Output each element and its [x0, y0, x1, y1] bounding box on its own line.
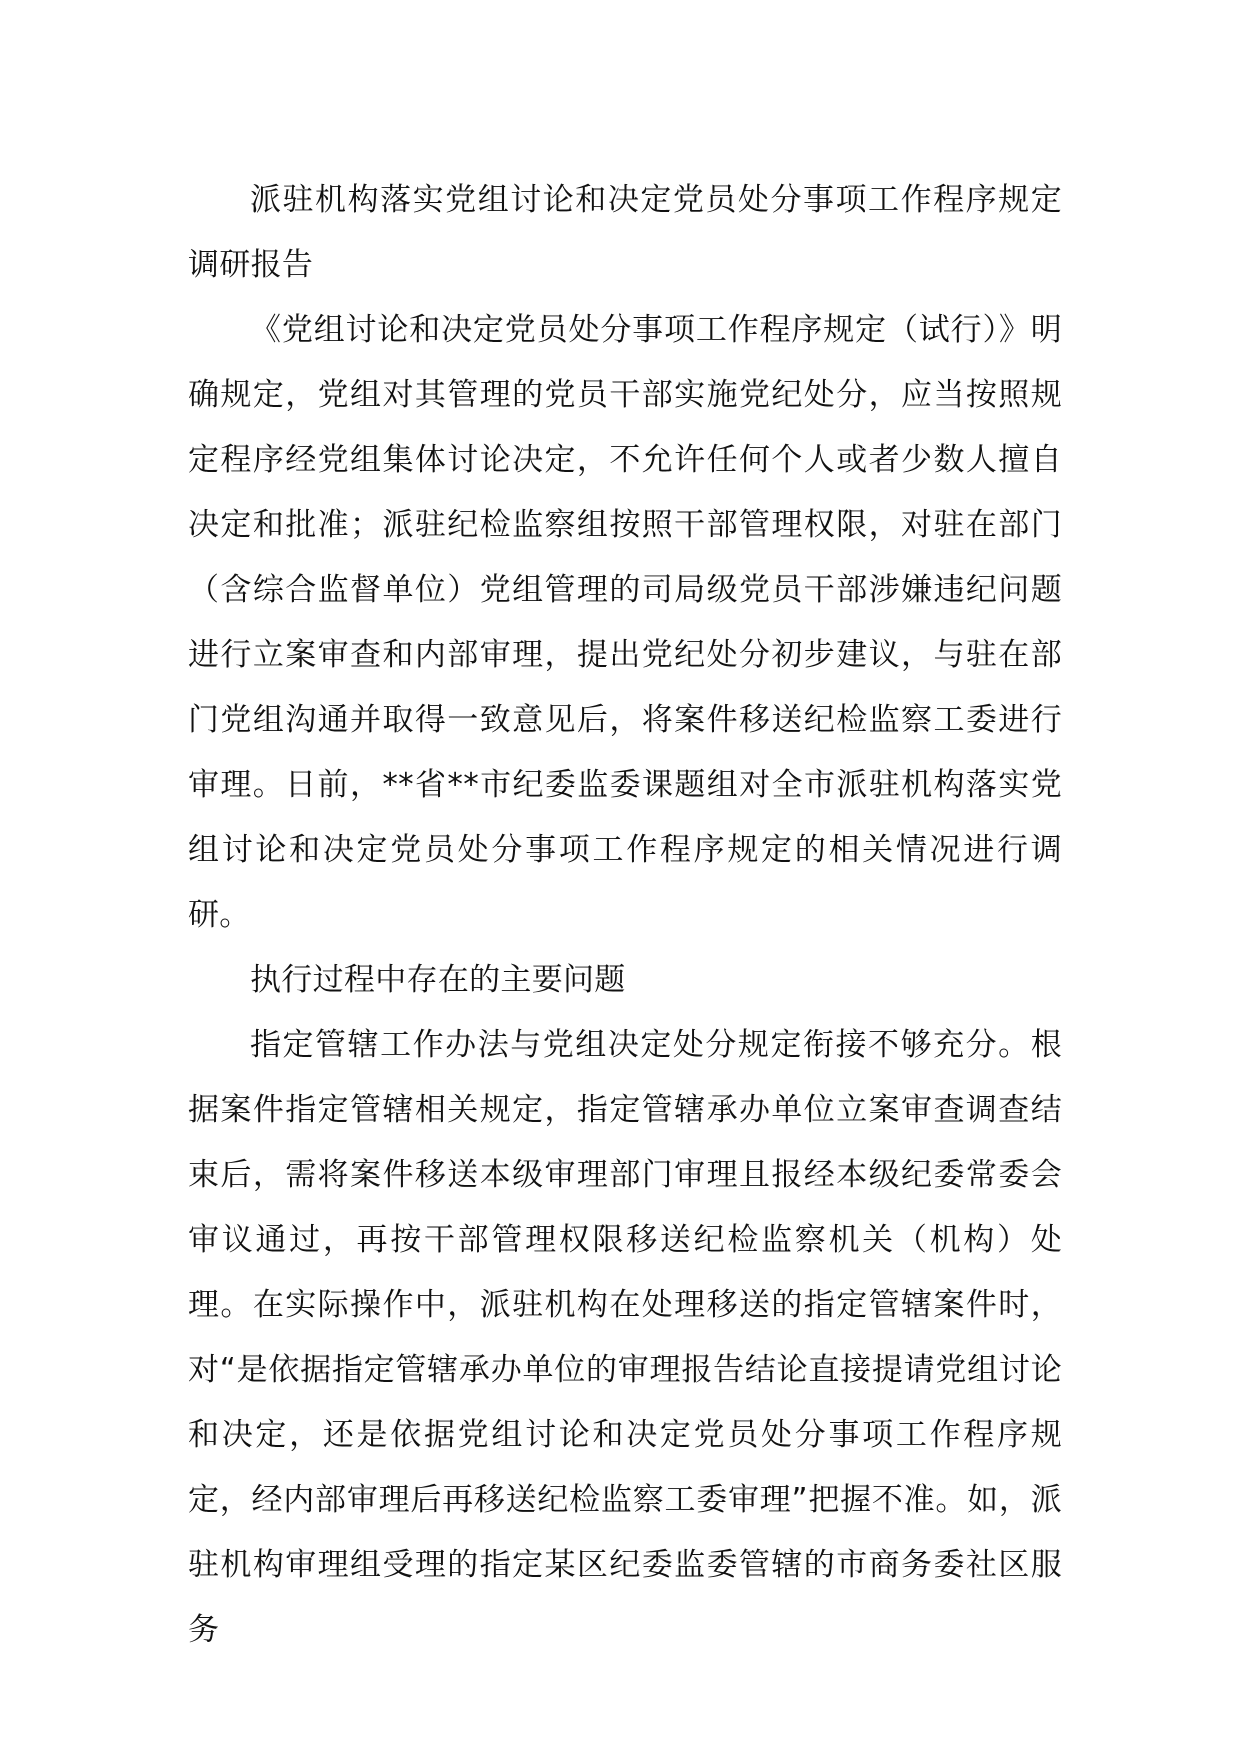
intro-paragraph: 《党组讨论和决定党员处分事项工作程序规定（试行）》明确规定，党组对其管理的党员干部实施党纪处分，应当按照规定程序经党组集体讨论决定，不允许任何个人或者少数人擅自决定和批准；派驻纪检监察组按照干部管理权限，对驻在部门（含综合监督单位）党组管理的司局级党员干部涉嫌违纪问题进行立案审查和内部审理，提出党纪处分初步建议，与驻在部门党组沟通并取得一致意见后，将案件移送纪检监察工委进行审理。日前，**省**市纪委监委课题组对全市派驻机构落实党组讨论和决定党员处分事项工作程序规定的相关情况进行调研。	[188, 312, 1062, 933]
document-title: 派驻机构落实党组讨论和决定党员处分事项工作程序规定调研报告	[188, 182, 1062, 283]
section-heading: 执行过程中存在的主要问题	[250, 962, 626, 998]
document-body	[188, 168, 1062, 1663]
section-paragraph: 指定管辖工作办法与党组决定处分规定衔接不够充分。根据案件指定管辖相关规定，指定管辖承办单位立案审查调查结束后，需将案件移送本级审理部门审理且报经本级纪委常委会审议通过，再按干部管理权限移送纪检监察机关（机构）处理。在实际操作中，派驻机构在处理移送的指定管辖案件时，对“是依据指定管辖承办单位的审理报告结论直接提请党组讨论和决定，还是依据党组讨论和决定党员处分事项工作程序规定，经内部审理后再移送纪检监察工委审理”把握不准。如，派驻机构审理组受理的指定某区纪委监委管辖的市商务委社区服务	[188, 1027, 1062, 1648]
